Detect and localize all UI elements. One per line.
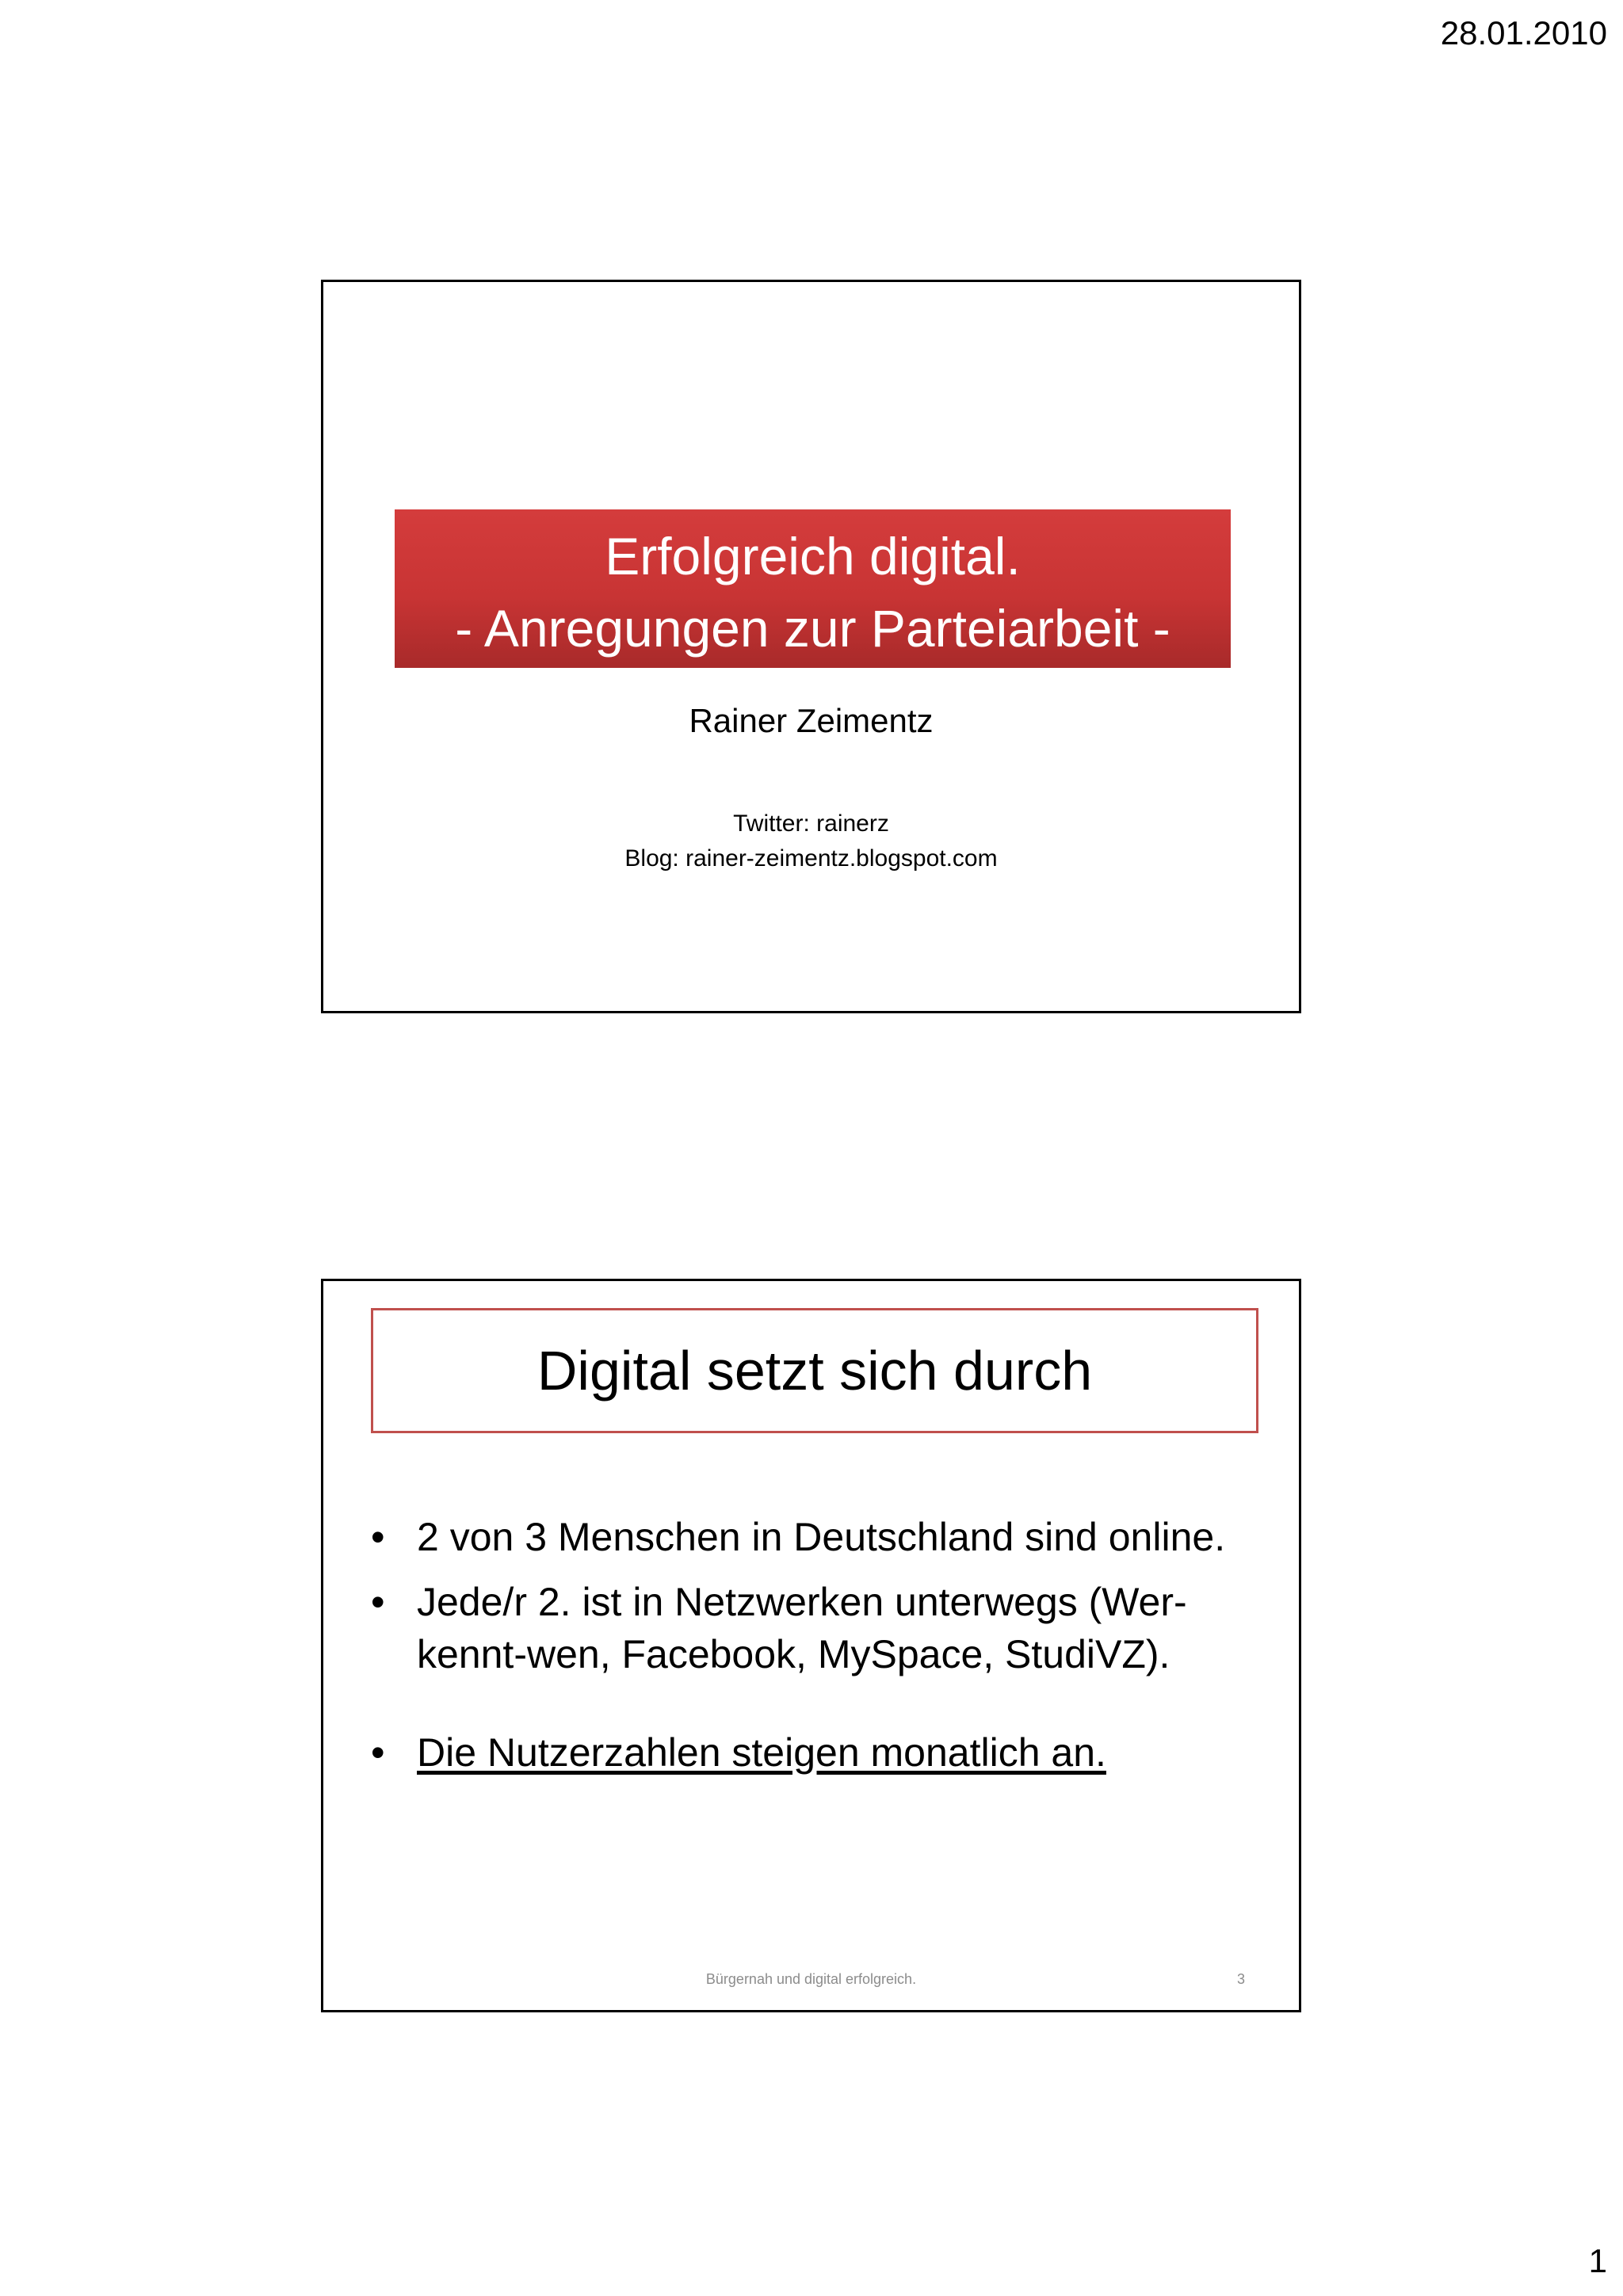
bullet-icon: •	[371, 1515, 385, 1559]
page-date: 28.01.2010	[1440, 14, 1607, 51]
bullet-text: Die Nutzerzahlen steigen monatlich an.	[417, 1730, 1106, 1775]
slide-number: 3	[1236, 1971, 1245, 1987]
bullet-text-line-1: Jede/r 2. ist in Netzwerken unterwegs (Wer-	[417, 1580, 1187, 1624]
bullet-item	[371, 1576, 1258, 1680]
bullet-icon: •	[371, 1580, 385, 1624]
slide-title	[321, 280, 1301, 1013]
slide-footer: Bürgernah und digital erfolgreich.	[705, 1971, 917, 1987]
slide-digital	[321, 1279, 1301, 2012]
bullet-icon: •	[371, 1730, 385, 1775]
slide-title-box	[371, 1308, 1258, 1433]
slide-heading: Digital setzt sich durch	[537, 1340, 1093, 1402]
bullet-item	[371, 1511, 1258, 1563]
title-banner	[395, 509, 1231, 668]
slide-title-line-1: Erfolgreich digital.	[605, 527, 1021, 585]
bullet-list	[371, 1511, 1258, 1791]
contact-info	[323, 807, 1299, 876]
page-number: 1	[1588, 2242, 1607, 2279]
bullet-text-line-2: kennt-wen, Facebook, MySpace, StudiVZ).	[417, 1632, 1170, 1676]
bullet-text: 2 von 3 Menschen in Deutschland sind online.	[417, 1515, 1226, 1559]
slide-title-line-2: - Anregungen zur Parteiarbeit -	[455, 599, 1170, 658]
twitter-handle: Twitter: rainerz	[733, 810, 889, 837]
blog-url: Blog: rainer-zeimentz.blogspot.com	[624, 845, 998, 871]
bullet-item	[371, 1726, 1258, 1779]
author-name: Rainer Zeimentz	[689, 702, 934, 739]
